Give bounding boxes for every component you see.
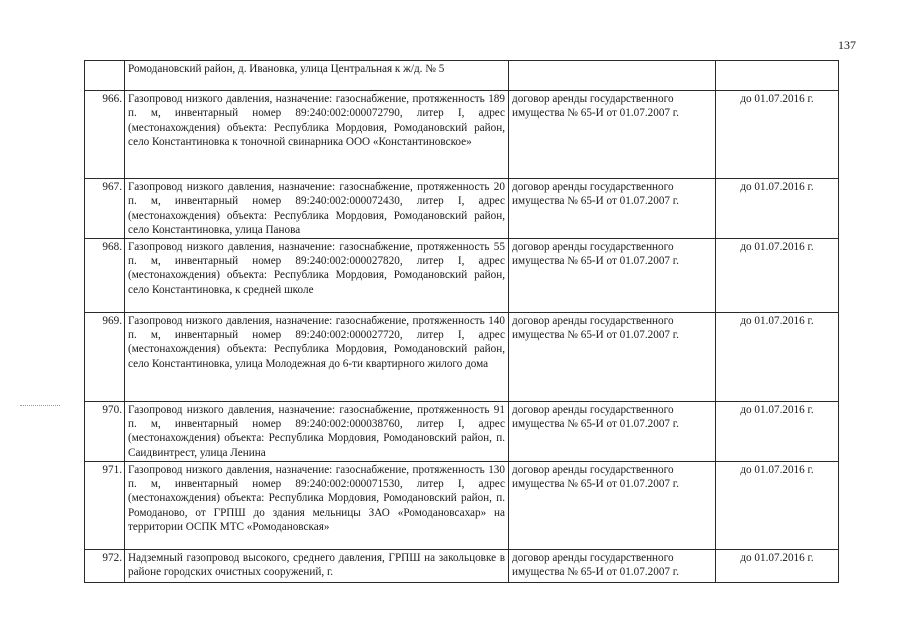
table-row	[85, 461, 839, 549]
table-row	[85, 312, 839, 401]
term-date: до 01.07.2016 г.	[716, 238, 839, 312]
object-description: Ромодановский район, д. Ивановка, улица Центральная к ж/д. № 5	[125, 61, 509, 91]
row-number: 969.	[85, 312, 125, 401]
row-number	[85, 61, 125, 91]
row-number: 971.	[85, 461, 125, 549]
table-row	[85, 61, 839, 91]
table-row	[85, 179, 839, 239]
term-date: до 01.07.2016 г.	[716, 549, 839, 582]
term-date: до 01.07.2016 г.	[716, 461, 839, 549]
document-reference: договор аренды государственного имущества № 65-И от 01.07.2007 г.	[509, 91, 716, 179]
document-reference: договор аренды государственного имущества № 65-И от 01.07.2007 г.	[509, 401, 716, 461]
term-date: до 01.07.2016 г.	[716, 401, 839, 461]
property-table	[84, 60, 839, 583]
row-number: 966.	[85, 91, 125, 179]
term-date: до 01.07.2016 г.	[716, 312, 839, 401]
document-reference: договор аренды государственного имущества № 65-И от 01.07.2007 г.	[509, 238, 716, 312]
term-date	[716, 61, 839, 91]
table-row	[85, 238, 839, 312]
document-reference: договор аренды государственного имущества № 65-И от 01.07.2007 г.	[509, 179, 716, 239]
table-row	[85, 401, 839, 461]
page-number: 137	[838, 38, 856, 52]
row-number: 968.	[85, 238, 125, 312]
term-date: до 01.07.2016 г.	[716, 91, 839, 179]
row-number: 970.	[85, 401, 125, 461]
document-reference: договор аренды государственного имущества № 65-И от 01.07.2007 г.	[509, 461, 716, 549]
document-reference	[509, 61, 716, 91]
row-number: 972.	[85, 549, 125, 582]
object-description: Газопровод низкого давления, назначение: газоснабжение, протяженность 130 п. м, инвентарный номер 89:240:002:000071530, литер I, адрес (местонахождения) объекта: Республика Мордовия, Ромодановский район, п. Ромоданово, от ГРПШ до здания мельницы ЗАО «Ромодановсахар» на территории ОСПК МТС «Ромодановская»	[125, 461, 509, 549]
object-description: Газопровод низкого давления, назначение: газоснабжение, протяженность 91 п. м, инвентарный номер 89:240:002:000038760, литер I, адрес (местонахождения) объекта: Республика Мордовия, Ромодановский район, п. Саидвинтрест, улица Ленина	[125, 401, 509, 461]
row-number: 967.	[85, 179, 125, 239]
object-description: Газопровод низкого давления, назначение: газоснабжение, протяженность 20 п. м, инвентарный номер 89:240:002:000072430, литер I, адрес (местонахождения) объекта: Республика Мордовия, Ромодановский район, село Константиновка, улица Панова	[125, 179, 509, 239]
object-description: Газопровод низкого давления, назначение: газоснабжение, протяженность 140 п. м, инвентарный номер 89:240:002:000027720, литер I, адрес (местонахождения) объекта: Республика Мордовия, Ромодановский район, село Константиновка, улица Молодежная до 6-ти квартирного жилого дома	[125, 312, 509, 401]
document-reference: договор аренды государственного имущества № 65-И от 01.07.2007 г.	[509, 549, 716, 582]
object-description: Надземный газопровод высокого, среднего давления, ГРПШ на закольцовке в районе городских очистных сооружений, г.	[125, 549, 509, 582]
object-description: Газопровод низкого давления, назначение: газоснабжение, протяженность 189 п. м, инвентарный номер 89:240:002:000072790, литер I, адрес (местонахождения) объекта: Республика Мордовия, Ромодановский район, село Константиновка к тоночной свинарника ООО «Константиновское»	[125, 91, 509, 179]
margin-mark	[20, 405, 60, 406]
object-description: Газопровод низкого давления, назначение: газоснабжение, протяженность 55 п. м, инвентарный номер 89:240:002:000027820, литер I, адрес (местонахождения) объекта: Республика Мордовия, Ромодановский район, село Константиновка, к средней школе	[125, 238, 509, 312]
term-date: до 01.07.2016 г.	[716, 179, 839, 239]
document-reference: договор аренды государственного имущества № 65-И от 01.07.2007 г.	[509, 312, 716, 401]
table-row	[85, 549, 839, 582]
table-row	[85, 91, 839, 179]
